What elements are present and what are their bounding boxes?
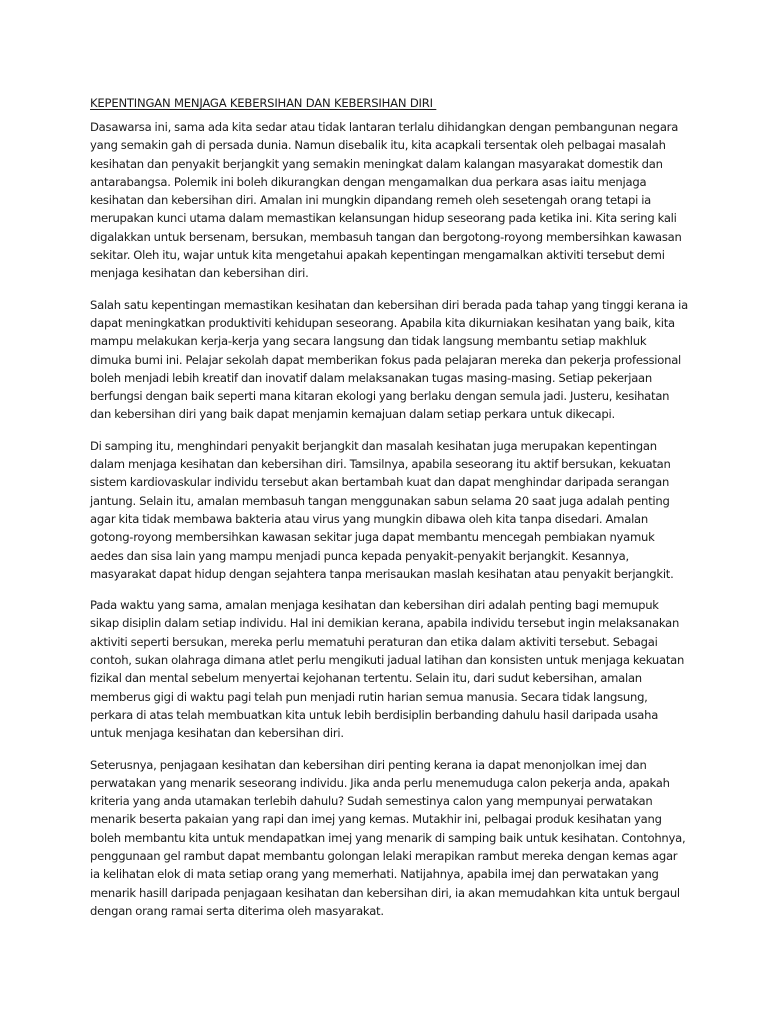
document-title: KEPENTINGAN MENJAGA KEBERSIHAN DAN KEBERSIHAN DIRI xyxy=(90,96,437,110)
paragraph-discipline: Pada waktu yang sama, amalan menjaga kesihatan dan kebersihan diri adalah penting bagi memupuk sikap disiplin dalam setiap individu. Hal ini demikian kerana, apabila individu tersebut ingin melaksanakan aktiviti seperti bersukan, mereka perlu mematuhi peraturan dan etika dalam aktiviti tersebut. Sebagai contoh, sukan olahraga dimana atlet perlu mengikuti jadual latihan dan konsisten untuk menjaga kekuatan fizikal dan mental sebelum menyertai kejohanan tertentu. Selain itu, dari sudut kebersihan, amalan memberus gigi di waktu pagi telah pun menjadi rutin harian semua manusia. Secara tidak langsung, perkara di atas telah membuatkan kita untuk lebih berdisiplin berbanding dahulu hasil daripada usaha untuk menjaga kesihatan dan kebersihan diri. xyxy=(90,598,685,741)
paragraph-image: Seterusnya, penjagaan kesihatan dan kebersihan diri penting kerana ia dapat menonjolkan imej dan perwatakan yang menarik seseorang individu. Jika anda perlu menemuduga calon pekerja anda, apakah kriteria yang anda utamakan terlebih dahulu? Sudah semestinya calon yang mempunyai perwatakan menarik beserta pakaian yang rapi dan imej yang kemas. Mutakhir ini, pelbagai produk kesihatan yang boleh membantu kita untuk mendapatkan imej yang menarik di samping baik untuk kesihatan. Contohnya, penggunaan gel rambut dapat membantu golongan lelaki merapikan rambut mereka dengan kemas agar ia kelihatan elok di mata setiap orang yang memerhati. Natijahnya, apabila imej dan perwatakan yang menarik hasill daripada penjagaan kesihatan dan kebersihan diri, ia akan memudahkan kita untuk bergaul dengan orang ramai serta diterima oleh masyarakat. xyxy=(90,757,686,918)
paragraph-intro: Dasawarsa ini, sama ada kita sedar atau tidak lantaran terlalu dihidangkan dengan pembangunan negara yang semakin gah di persada dunia. Namun disebalik itu, kita acapkali tersentak oleh pelbagai masalah kesihatan dan penyakit berjangkit yang semakin meningkat dalam kalangan masyarakat domestik dan antarabangsa. Polemik ini boleh dikurangkan dengan mengamalkan dua perkara asas iaitu menjaga kesihatan dan kebersihan diri. Amalan ini mungkin dipandang remeh oleh sesetengah orang tetapi ia merupakan kunci utama dalam memastikan kelansungan hidup seseorang pada ketika ini. Kita sering kali digalakkan untuk bersenam, bersukan, membasuh tangan dan bergotong-royong membersihkan kawasan sekitar. Oleh itu, wajar untuk kita mengetahui apakah kepentingan mengamalkan aktiviti tersebut demi menjaga kesihatan dan kebersihan diri. xyxy=(90,120,682,281)
paragraph-disease-prevention: Di samping itu, menghindari penyakit berjangkit dan masalah kesihatan juga merupakan kepentingan dalam menjaga kesihatan dan kebersihan diri. Tamsilnya, apabila seseorang itu aktif bersukan, kekuatan sistem kardiovaskular individu tersebut akan bertambah kuat dan dapat menghindar daripada serangan jantung. Selain itu, amalan membasuh tangan menggunakan sabun selama 20 saat juga adalah penting agar kita tidak membawa bakteria atau virus yang mungkin dibawa oleh kita tanpa disedari. Amalan gotong-royong membersihkan kawasan sekitar juga dapat membantu mencegah pembiakan nyamuk aedes dan sisa lain yang mampu menjadi punca kepada penyakit-penyakit berjangkit. Kesannya, masyarakat dapat hidup dengan sejahtera tanpa merisaukan maslah kesihatan atau penyakit berjangkit. xyxy=(90,438,674,581)
document-page xyxy=(90,95,688,933)
paragraph-productivity: Salah satu kepentingan memastikan kesihatan dan kebersihan diri berada pada tahap yang tinggi kerana ia dapat meningkatkan produktiviti kehidupan seseorang. Apabila kita dikurniakan kesihatan yang baik, kita mampu melakukan kerja-kerja yang secara langsung dan tidak langsung membantu setiap makhluk dimuka bumi ini. Pelajar sekolah dapat memberikan fokus pada pelajaran mereka dan pekerja professional boleh menjadi lebih kreatif dan inovatif dalam melaksanakan tugas masing-masing. Setiap pekerjaan berfungsi dengan baik seperti mana kitaran ekologi yang berlaku dengan semula jadi. Justeru, kesihatan dan kebersihan diri yang baik dapat menjamin kemajuan dalam setiap perkara untuk dikecapi. xyxy=(90,297,688,422)
